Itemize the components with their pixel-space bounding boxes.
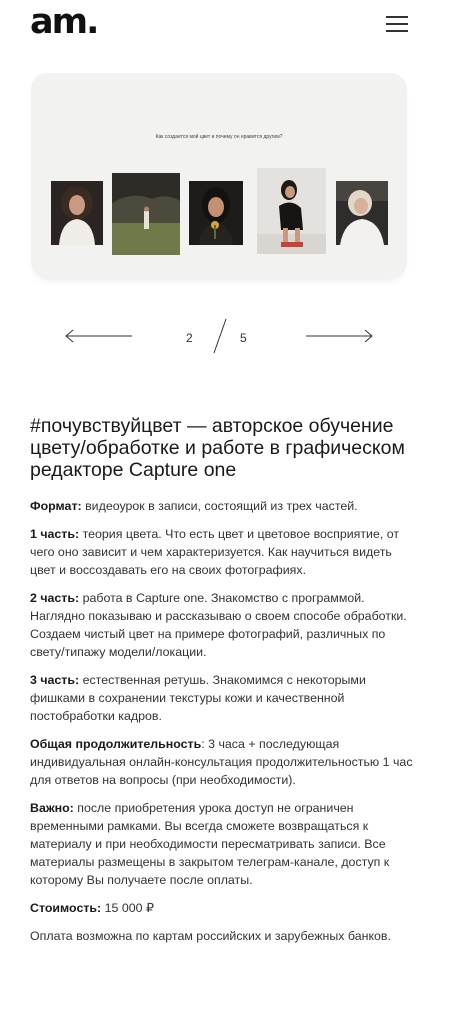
- page-title: #почувствуйцвет — авторское обучение цвету/обработке и работе в графическом редакторе Capture one: [30, 415, 405, 481]
- part1-label: 1 часть:: [30, 527, 80, 541]
- important-paragraph: [30, 799, 420, 889]
- format-label: Формат:: [30, 499, 82, 513]
- portrait-seated: [257, 168, 326, 254]
- slide-card: [31, 73, 407, 278]
- hamburger-menu-icon[interactable]: [386, 14, 408, 32]
- slider-pagination: [0, 315, 470, 360]
- current-page: 2: [186, 331, 193, 345]
- important-label: Важно:: [30, 801, 74, 815]
- part3-label: 3 часть:: [30, 673, 80, 687]
- portrait-blonde: [336, 181, 388, 245]
- course-description: [30, 415, 420, 955]
- part1-text: теория цвета. Что есть цвет и цветовое восприятие, от чего оно зависит и чем характеризуется. Как научиться видеть цвет и воссоздавать его на своих фотографиях.: [30, 527, 400, 577]
- arrow-right-icon[interactable]: [304, 328, 374, 344]
- format-paragraph: [30, 497, 420, 515]
- portrait-curly-hair: [51, 181, 103, 245]
- payment-paragraph: Оплата возможна по картам российских и зарубежных банков.: [30, 929, 391, 943]
- format-text: видеоурок в записи, состоящий из трех частей.: [81, 499, 358, 513]
- page-divider: [210, 317, 230, 355]
- part2-label: 2 часть:: [30, 591, 80, 605]
- price-paragraph: [30, 899, 420, 917]
- part3-paragraph: [30, 671, 420, 725]
- price-text: 15 000 ₽: [101, 901, 154, 915]
- logo[interactable]: am.: [30, 2, 98, 42]
- important-text: после приобретения урока доступ не ограничен временными рамками. Вы всегда сможете возвращаться к материалу и при необходимости пересматривать записи. Все материалы размещены в закрытом телеграм-канале, доступ к которому Вы получаете после оплаты.: [30, 801, 390, 887]
- slide-caption: Как создается мой цвет и почему он нравится другим?: [155, 134, 283, 140]
- total-pages: 5: [240, 331, 247, 345]
- duration-paragraph: [30, 735, 420, 789]
- price-label: Стоимость:: [30, 901, 102, 915]
- duration-label: Общая продолжительность: [30, 737, 202, 751]
- portrait-field: [112, 173, 180, 255]
- portrait-flowers: [189, 181, 243, 245]
- part2-paragraph: [30, 589, 420, 661]
- site-header: [0, 0, 470, 60]
- part2-text: работа в Capture one. Знакомство с программой. Наглядно показываю и рассказываю о своем способе обработки. Создаем чистый цвет на примере фотографий, различных по свету/типажу модели/локации.: [30, 591, 407, 659]
- part3-text: естественная ретушь. Знакомимся с некоторыми фишками в сохранении текстуры кожи и качественной постобработки кадров.: [30, 673, 366, 723]
- part1-paragraph: [30, 525, 420, 579]
- duration-text: : 3 часа + последующая индивидуальная онлайн-консультация продолжительностью 1 час для ответов на вопросы (при необходимости).: [30, 737, 413, 787]
- arrow-left-icon[interactable]: [64, 328, 134, 344]
